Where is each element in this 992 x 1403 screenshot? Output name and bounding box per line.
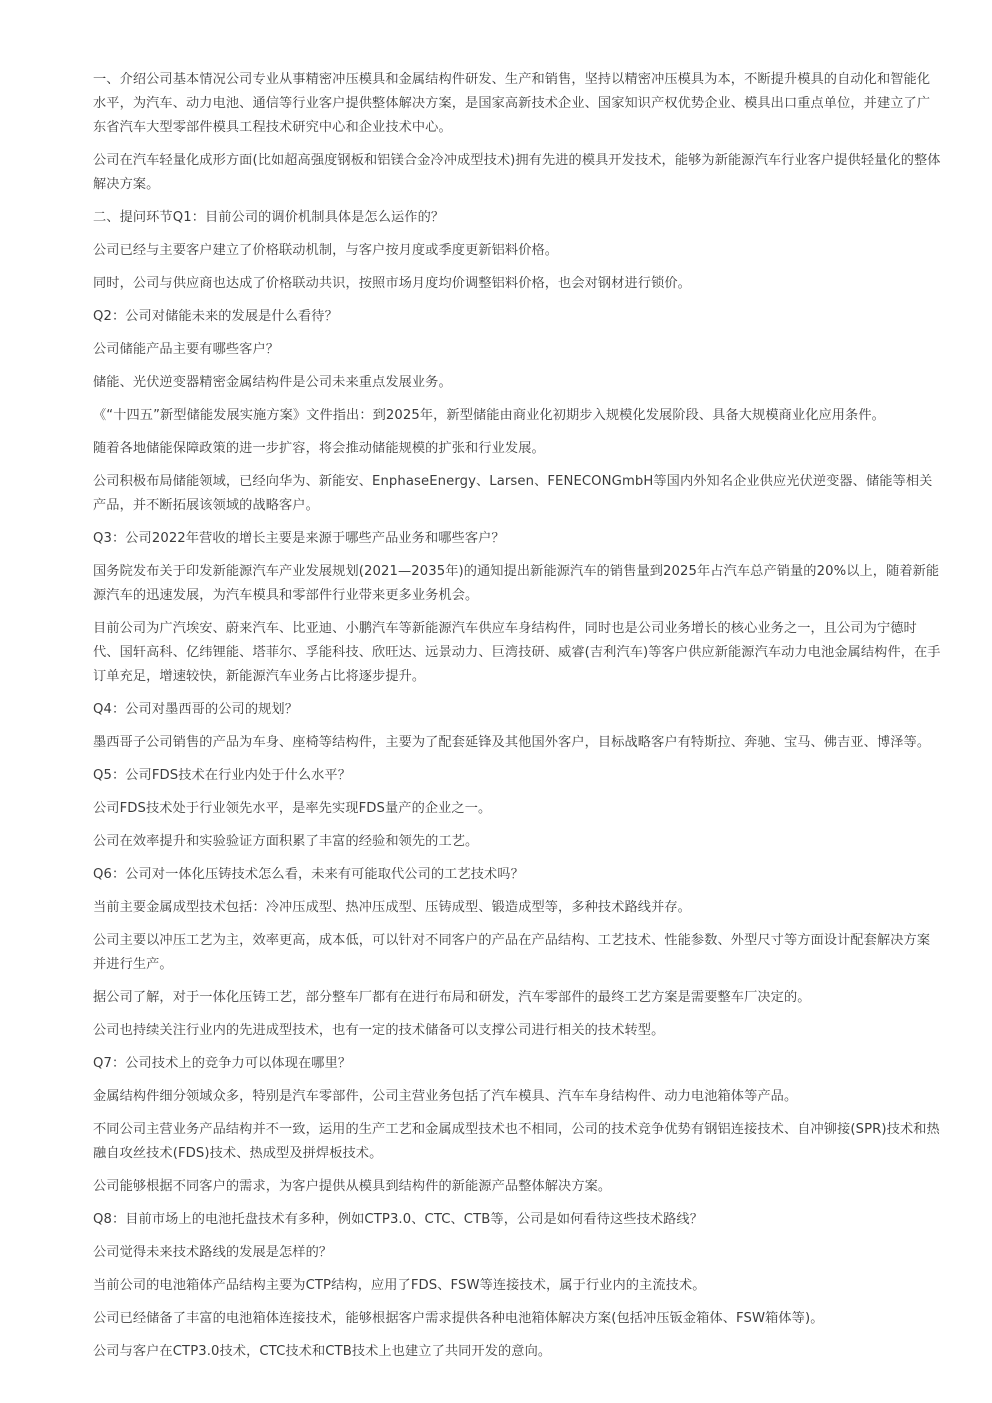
paragraph: 《“十四五”新型储能发展实施方案》文件指出：到2025年，新型储能由商业化初期步入规模化发展阶段、具备大规模商业化应用条件。 — [93, 408, 885, 423]
paragraph: 同时，公司与供应商也达成了价格联动共识，按照市场月度均价调整铝料价格，也会对钢材进行锁价。 — [93, 276, 691, 291]
paragraph: 公司已经与主要客户建立了价格联动机制，与客户按月度或季度更新铝料价格。 — [93, 243, 559, 258]
paragraph: 公司主要以冲压工艺为主，效率更高，成本低，可以针对不同客户的产品在产品结构、工艺技术、性能参数、外型尺寸等方面设计配套解决方案并进行生产。 — [93, 933, 931, 972]
document-body — [93, 68, 943, 1373]
paragraph: 公司与客户在CTP3.0技术，CTC技术和CTB技术上也建立了共同开发的意向。 — [93, 1344, 552, 1359]
paragraph: 公司也持续关注行业内的先进成型技术，也有一定的技术储备可以支撑公司进行相关的技术转型。 — [93, 1023, 665, 1038]
paragraph: 随着各地储能保障政策的进一步扩容，将会推动储能规模的扩张和行业发展。 — [93, 441, 545, 456]
paragraph: 公司积极布局储能领域，已经向华为、新能安、EnphaseEnergy、Larsen、FENECONGmbH等国内外知名企业供应光伏逆变器、储能等相关产品，并不断拓展该领域的战略客户。 — [93, 474, 933, 513]
paragraph: 墨西哥子公司销售的产品为车身、座椅等结构件，主要为了配套延锋及其他国外客户，目标战略客户有特斯拉、奔驰、宝马、佛吉亚、博泽等。 — [93, 735, 931, 750]
paragraph: Q2：公司对储能未来的发展是什么看待？ — [93, 309, 338, 324]
paragraph: Q7：公司技术上的竞争力可以体现在哪里？ — [93, 1056, 352, 1071]
paragraph: 二、提问环节Q1：目前公司的调价机制具体是怎么运作的？ — [93, 210, 445, 225]
paragraph: Q3：公司2022年营收的增长主要是来源于哪些产品业务和哪些客户？ — [93, 531, 505, 546]
paragraph: 公司已经储备了丰富的电池箱体连接技术，能够根据客户需求提供各种电池箱体解决方案(包括冲压钣金箱体、FSW箱体等)。 — [93, 1311, 824, 1326]
paragraph: 公司储能产品主要有哪些客户？ — [93, 342, 280, 357]
paragraph: 当前公司的电池箱体产品结构主要为CTP结构，应用了FDS、FSW等连接技术，属于行业内的主流技术。 — [93, 1278, 706, 1293]
paragraph: 据公司了解，对于一体化压铸工艺，部分整车厂都有在进行布局和研发，汽车零部件的最终工艺方案是需要整车厂决定的。 — [93, 990, 811, 1005]
paragraph: 公司觉得未来技术路线的发展是怎样的？ — [93, 1245, 333, 1260]
paragraph: Q8：目前市场上的电池托盘技术有多种，例如CTP3.0、CTC、CTB等，公司是如何看待这些技术路线？ — [93, 1212, 704, 1227]
paragraph: 目前公司为广汽埃安、蔚来汽车、比亚迪、小鹏汽车等新能源汽车供应车身结构件，同时也是公司业务增长的核心业务之一，且公司为宁德时代、国轩高科、亿纬锂能、塔菲尔、孚能科技、欣旺达、远景动力、巨湾技研、威睿(吉利汽车)等客户供应新能源汽车动力电池金属结构件，在手订单充足，增速较快，新能源汽车业务占比将逐步提升。 — [93, 621, 941, 684]
paragraph: Q4：公司对墨西哥的公司的规划？ — [93, 702, 298, 717]
paragraph: Q6：公司对一体化压铸技术怎么看，未来有可能取代公司的工艺技术吗？ — [93, 867, 524, 882]
paragraph: 国务院发布关于印发新能源汽车产业发展规划(2021—2035年)的通知提出新能源汽车的销售量到2025年占汽车总产销量的20%以上，随着新能源汽车的迅速发展，为汽车模具和零部件行业带来更多业务机会。 — [93, 564, 940, 603]
paragraph: 一、介绍公司基本情况公司专业从事精密冲压模具和金属结构件研发、生产和销售，坚持以精密冲压模具为本，不断提升模具的自动化和智能化水平，为汽车、动力电池、通信等行业客户提供整体解决方案，是国家高新技术企业、国家知识产权优势企业、模具出口重点单位，并建立了广东省汽车大型零部件模具工程技术研究中心和企业技术中心。 — [93, 72, 931, 135]
paragraph: 金属结构件细分领域众多，特别是汽车零部件，公司主营业务包括了汽车模具、汽车车身结构件、动力电池箱体等产品。 — [93, 1089, 798, 1104]
paragraph: 公司FDS技术处于行业领先水平，是率先实现FDS量产的企业之一。 — [93, 801, 492, 816]
paragraph: Q5：公司FDS技术在行业内处于什么水平？ — [93, 768, 351, 783]
paragraph: 公司在效率提升和实验验证方面积累了丰富的经验和领先的工艺。 — [93, 834, 479, 849]
paragraph: 储能、光伏逆变器精密金属结构件是公司未来重点发展业务。 — [93, 375, 452, 390]
paragraph: 当前主要金属成型技术包括：冷冲压成型、热冲压成型、压铸成型、锻造成型等，多种技术路线并存。 — [93, 900, 691, 915]
paragraph: 公司能够根据不同客户的需求，为客户提供从模具到结构件的新能源产品整体解决方案。 — [93, 1179, 612, 1194]
paragraph: 不同公司主营业务产品结构并不一致，运用的生产工艺和金属成型技术也不相同，公司的技术竞争优势有钢铝连接技术、自冲铆接(SPR)技术和热融自攻丝技术(FDS)技术、热成型及拼焊板技术。 — [93, 1122, 940, 1161]
paragraph: 公司在汽车轻量化成形方面(比如超高强度钢板和铝镁合金冷冲成型技术)拥有先进的模具开发技术，能够为新能源汽车行业客户提供轻量化的整体解决方案。 — [93, 153, 941, 192]
